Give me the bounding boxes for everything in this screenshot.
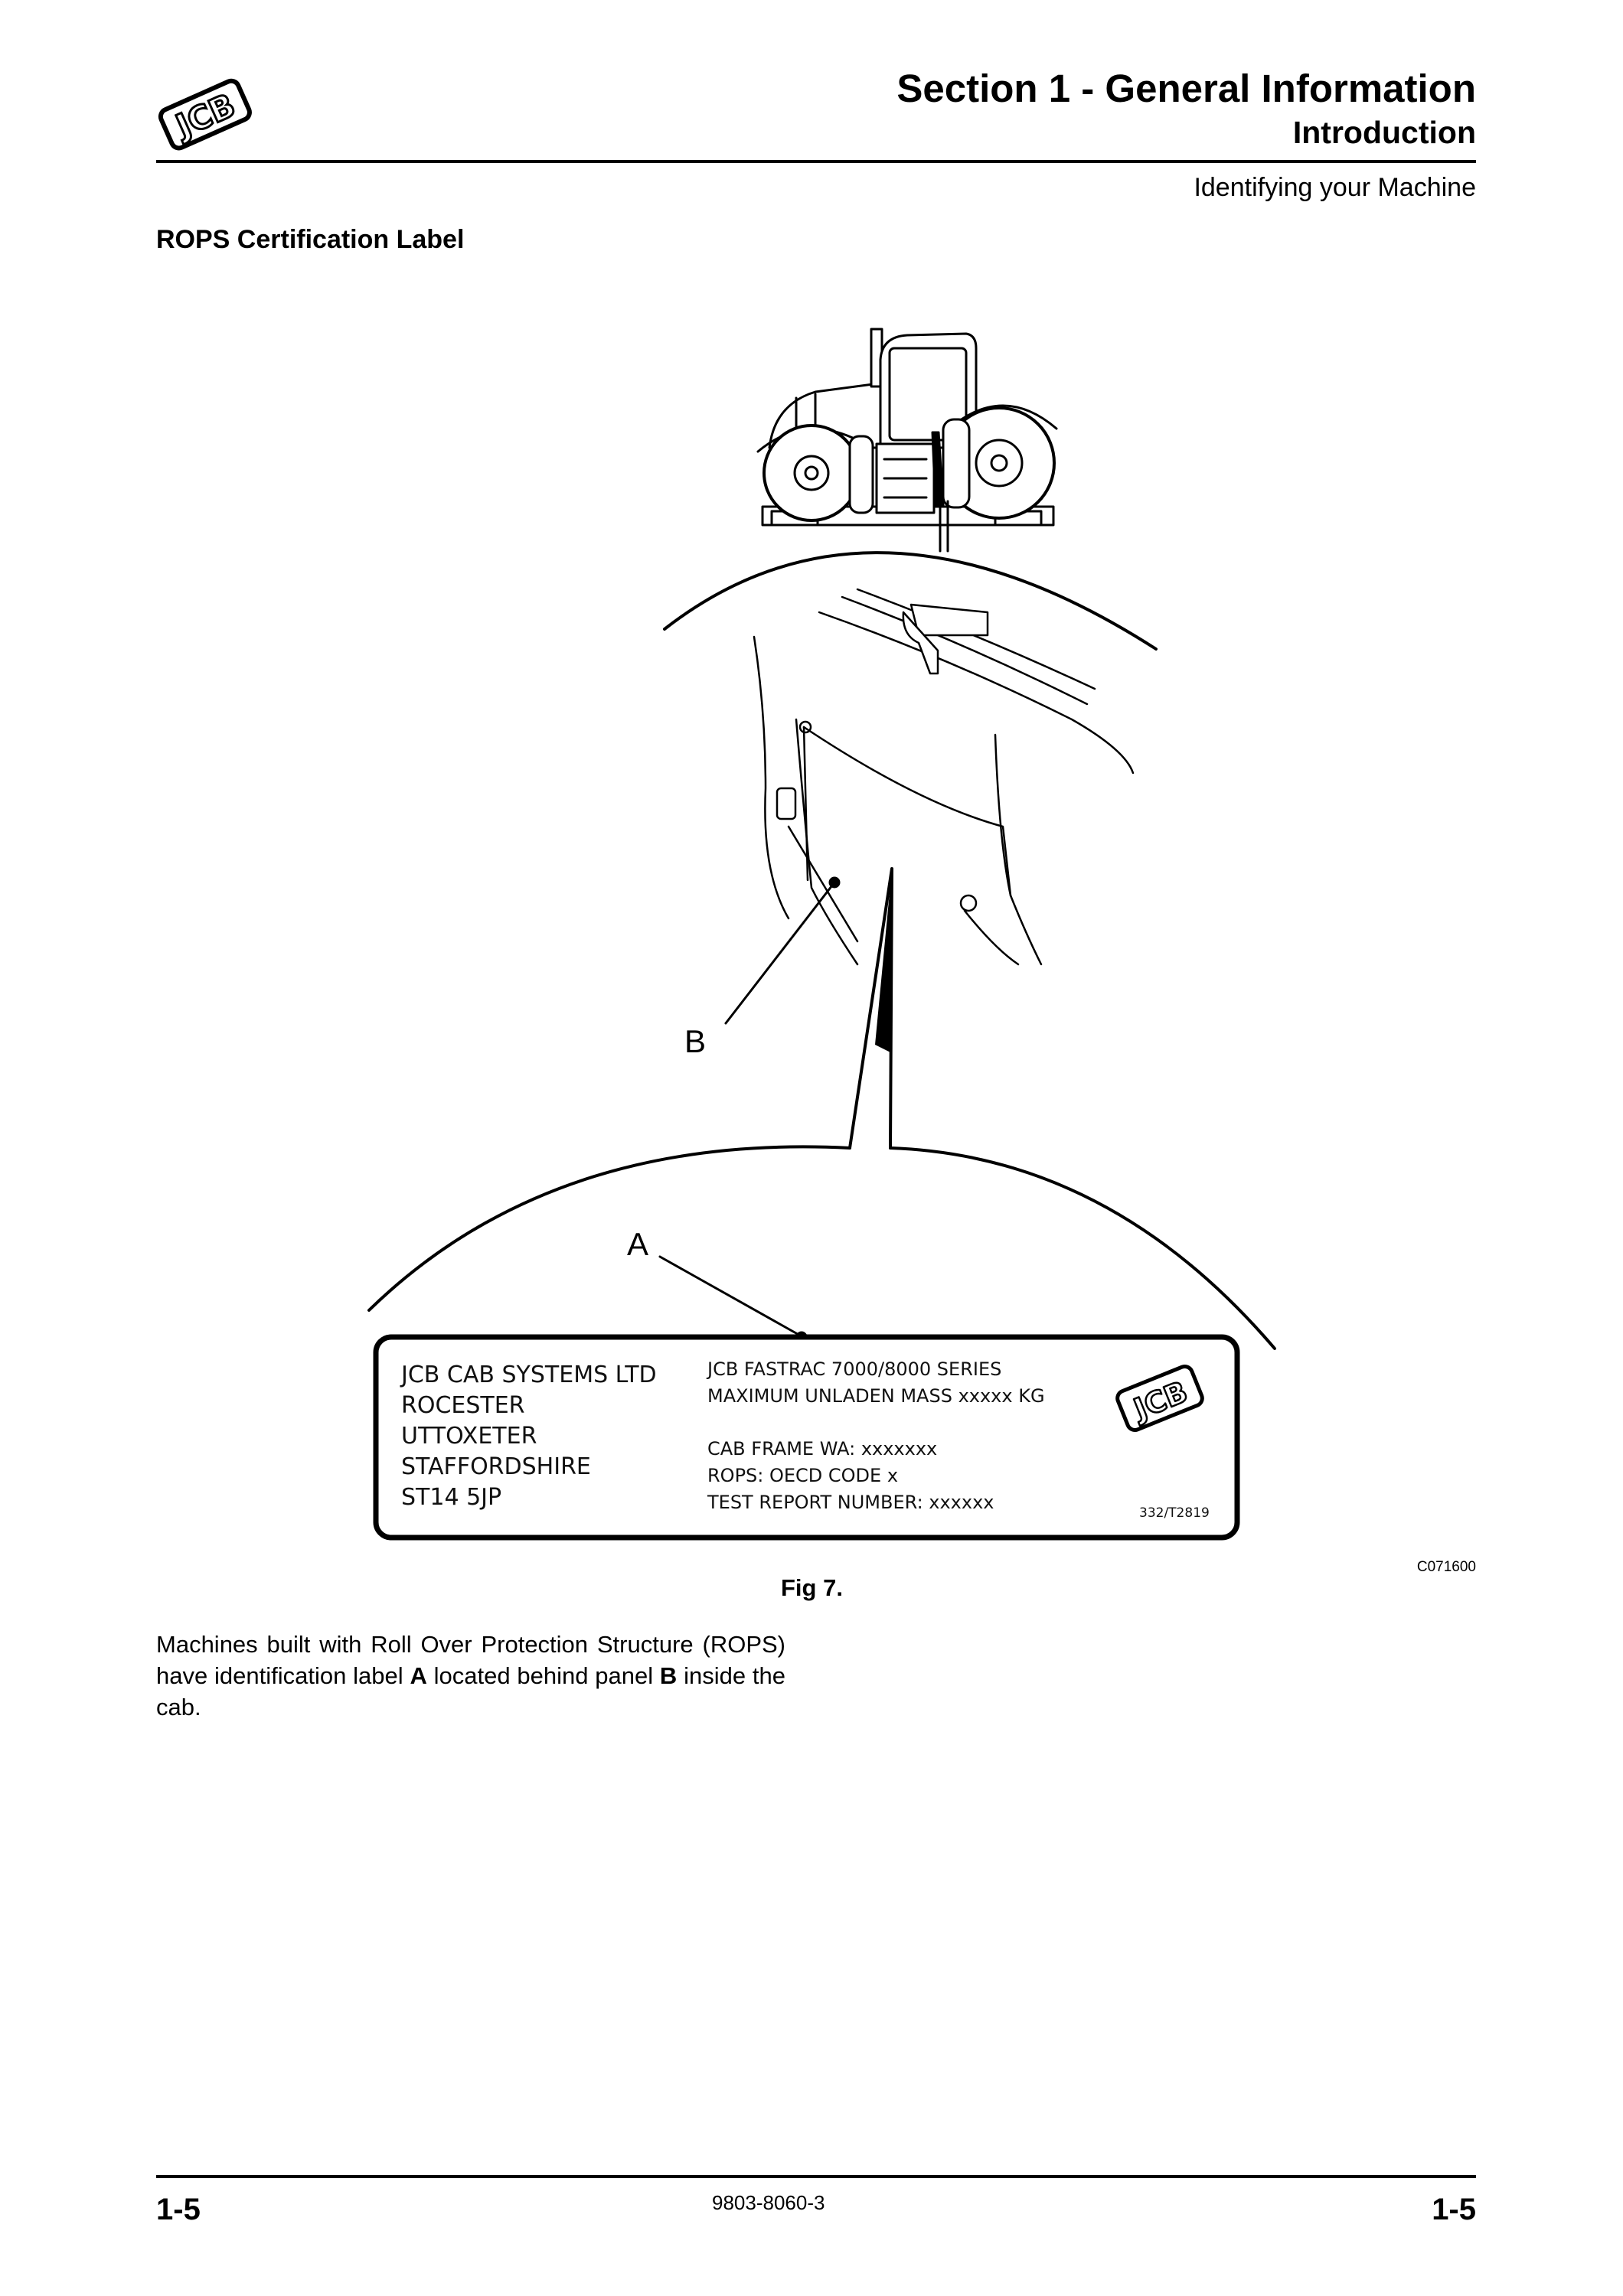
label-series: JCB FASTRAC 7000/8000 SERIES [707, 1358, 1002, 1380]
label-address-line-1: JCB CAB SYSTEMS LTD [401, 1362, 657, 1388]
panel-reference: B [659, 1662, 678, 1689]
body-text-part-1: Machines built with Roll Over Protection Structure (ROPS) have identification label [156, 1631, 785, 1689]
figure-caption: Fig 7. [781, 1574, 843, 1601]
document-number: 9803-8060-3 [712, 2191, 825, 2214]
label-test-report: TEST REPORT NUMBER: xxxxxx [707, 1492, 994, 1513]
figure-code: C071600 [1416, 1559, 1476, 1575]
label-address-line-5: ST14 5JP [401, 1484, 502, 1511]
label-address-line-4: STAFFORDSHIRE [401, 1453, 591, 1480]
pointer-wedge [850, 869, 892, 1148]
callout-b: B [684, 1023, 707, 1059]
subsection-title: Introduction [1292, 115, 1476, 150]
label-reference: A [410, 1662, 427, 1689]
callout-a: A [626, 1226, 649, 1262]
body-paragraph [156, 1629, 785, 1723]
footer-divider [156, 2175, 1476, 2178]
section-title: Section 1 - General Information [896, 67, 1476, 110]
label-cab-frame: CAB FRAME WA: xxxxxxx [707, 1438, 938, 1459]
label-mass: MAXIMUM UNLADEN MASS xxxxx KG [707, 1385, 1045, 1407]
label-bubble-arc-right [890, 1148, 1275, 1349]
label-address-line-3: UTTOXETER [401, 1423, 537, 1450]
page-number-right: 1-5 [1432, 2193, 1476, 2226]
page-heading: ROPS Certification Label [156, 225, 465, 254]
page-number-left: 1-5 [156, 2193, 201, 2226]
label-address-line-2: ROCESTER [401, 1392, 525, 1419]
label-part-code: 332/T2819 [1139, 1505, 1210, 1521]
svg-text:JCB: JCB [1128, 1375, 1193, 1427]
topic-title: Identifying your Machine [1194, 173, 1476, 202]
label-bubble-arc-left [369, 1146, 850, 1310]
body-text-part-2: located behind panel [426, 1662, 660, 1689]
label-rops-code: ROPS: OECD CODE x [707, 1465, 899, 1486]
cab-interior-detail [665, 553, 1156, 1023]
tractor-illustration [758, 329, 1056, 551]
rops-certification-label [376, 1337, 1237, 1538]
body-text-part-3: inside the cab. [156, 1662, 785, 1720]
svg-text:JCB: JCB [170, 86, 241, 145]
